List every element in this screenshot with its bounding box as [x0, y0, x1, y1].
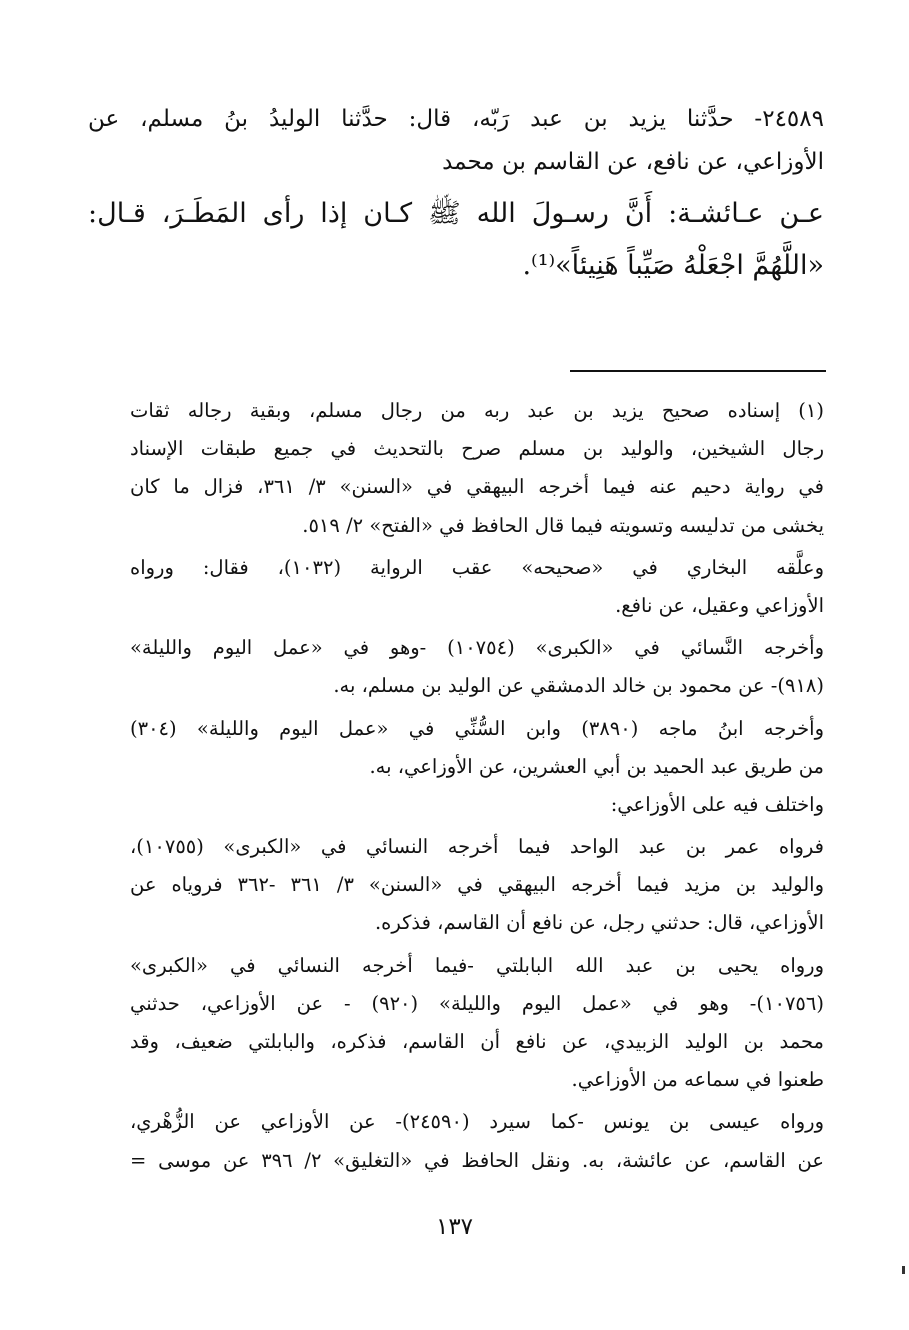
matn-line: «اللَّهُمَّ اجْعَلْهُ صَيِّباً هَنِيئاً»⁽¹⁾. — [522, 250, 824, 281]
isnad-line: ٢٤٥٨٩- حدَّثنا يزيد بن عبد رَبّه، قال: حدَّثنا الوليدُ بنُ مسلم، عن — [88, 106, 824, 132]
footnote-line: يخشى من تدليسه وتسويته فيما قال الحافظ في «الفتح» ٢/ ٥١٩. — [302, 513, 824, 537]
footnote-line: والوليد بن مزيد فيما أخرجه البيهقي في «السنن» ٣/ ٣٦١ -٣٦٢ فروياه عن — [130, 873, 824, 897]
footnote-line: فرواه عمر بن عبد الواحد فيما أخرجه النسائي في «الكبرى» (١٠٧٥٥)، — [130, 835, 824, 859]
scan-edge-mark — [902, 1266, 905, 1274]
footnote-divider — [570, 370, 826, 372]
footnote-line: (١٠٧٥٦)- وهو في «عمل اليوم والليلة» (٩٢٠) - عن الأوزاعي، حدثني — [130, 991, 824, 1015]
matn — [88, 188, 824, 292]
matn-line: عـن عـائشـة: أَنَّ رسـولَ الله ﷺ كـان إذا رأى المَطَـرَ، قـال: — [88, 198, 824, 229]
footnote-line: واختلف فيه على الأوزاعي: — [610, 792, 824, 816]
footnote-line: وأخرجه النَّسائي في «الكبرى» (١٠٧٥٤) -وهو في «عمل اليوم والليلة» — [130, 636, 824, 660]
footnote-line: (٩١٨)- عن محمود بن خالد الدمشقي عن الوليد بن مسلم، به. — [333, 674, 824, 698]
footnote-line: (١) إسناده صحيح يزيد بن عبد ربه من رجال مسلم، وبقية رجاله ثقات — [130, 399, 824, 422]
page-number: ١٣٧ — [435, 1214, 474, 1240]
isnad-line: الأوزاعي، عن نافع، عن القاسم بن محمد — [442, 149, 824, 175]
footnote-line: وعلَّقه البخاري في «صحيحه» عقب الرواية (١٠٣٢)، فقال: ورواه — [130, 555, 824, 579]
footnote-line: ورواه عيسى بن يونس -كما سيرد (٢٤٥٩٠)- عن الأوزاعي عن الزُّهْري، — [130, 1110, 824, 1134]
footnote-line: الأوزاعي وعقيل، عن نافع. — [615, 593, 824, 617]
main-text — [88, 98, 824, 292]
footnote-line: الأوزاعي، قال: حدثني رجل، عن نافع أن القاسم، فذكره. — [374, 911, 824, 935]
footnotes — [130, 392, 824, 1180]
footnote-line: طعنوا في سماعه من الأوزاعي. — [571, 1068, 824, 1092]
footnote-line: محمد بن الوليد الزبيدي، عن نافع أن القاسم، فذكره، والبابلتي ضعيف، وقد — [130, 1030, 824, 1053]
footnote-line: ورواه يحيى بن عبد الله البابلتي -فيما أخرجه النسائي في «الكبرى» — [130, 953, 824, 977]
footnote-line: عن القاسم، عن عائشة، به. ونقل الحافظ في «التغليق» ٢/ ٣٩٦ عن موسى = — [130, 1148, 824, 1172]
footnote-line: من طريق عبد الحميد بن أبي العشرين، عن الأوزاعي، به. — [369, 754, 824, 778]
footnote-line: في رواية دحيم عنه فيما أخرجه البيهقي في «السنن» ٣/ ٣٦١، فزال ما كان — [130, 475, 824, 499]
footnote-line: وأخرجه ابنُ ماجه (٣٨٩٠) وابن السُّنِّي في «عمل اليوم والليلة» (٣٠٤) — [130, 716, 824, 740]
footnote-line: رجال الشيخين، والوليد بن مسلم صرح بالتحديث في جميع طبقات الإسناد — [130, 437, 824, 461]
